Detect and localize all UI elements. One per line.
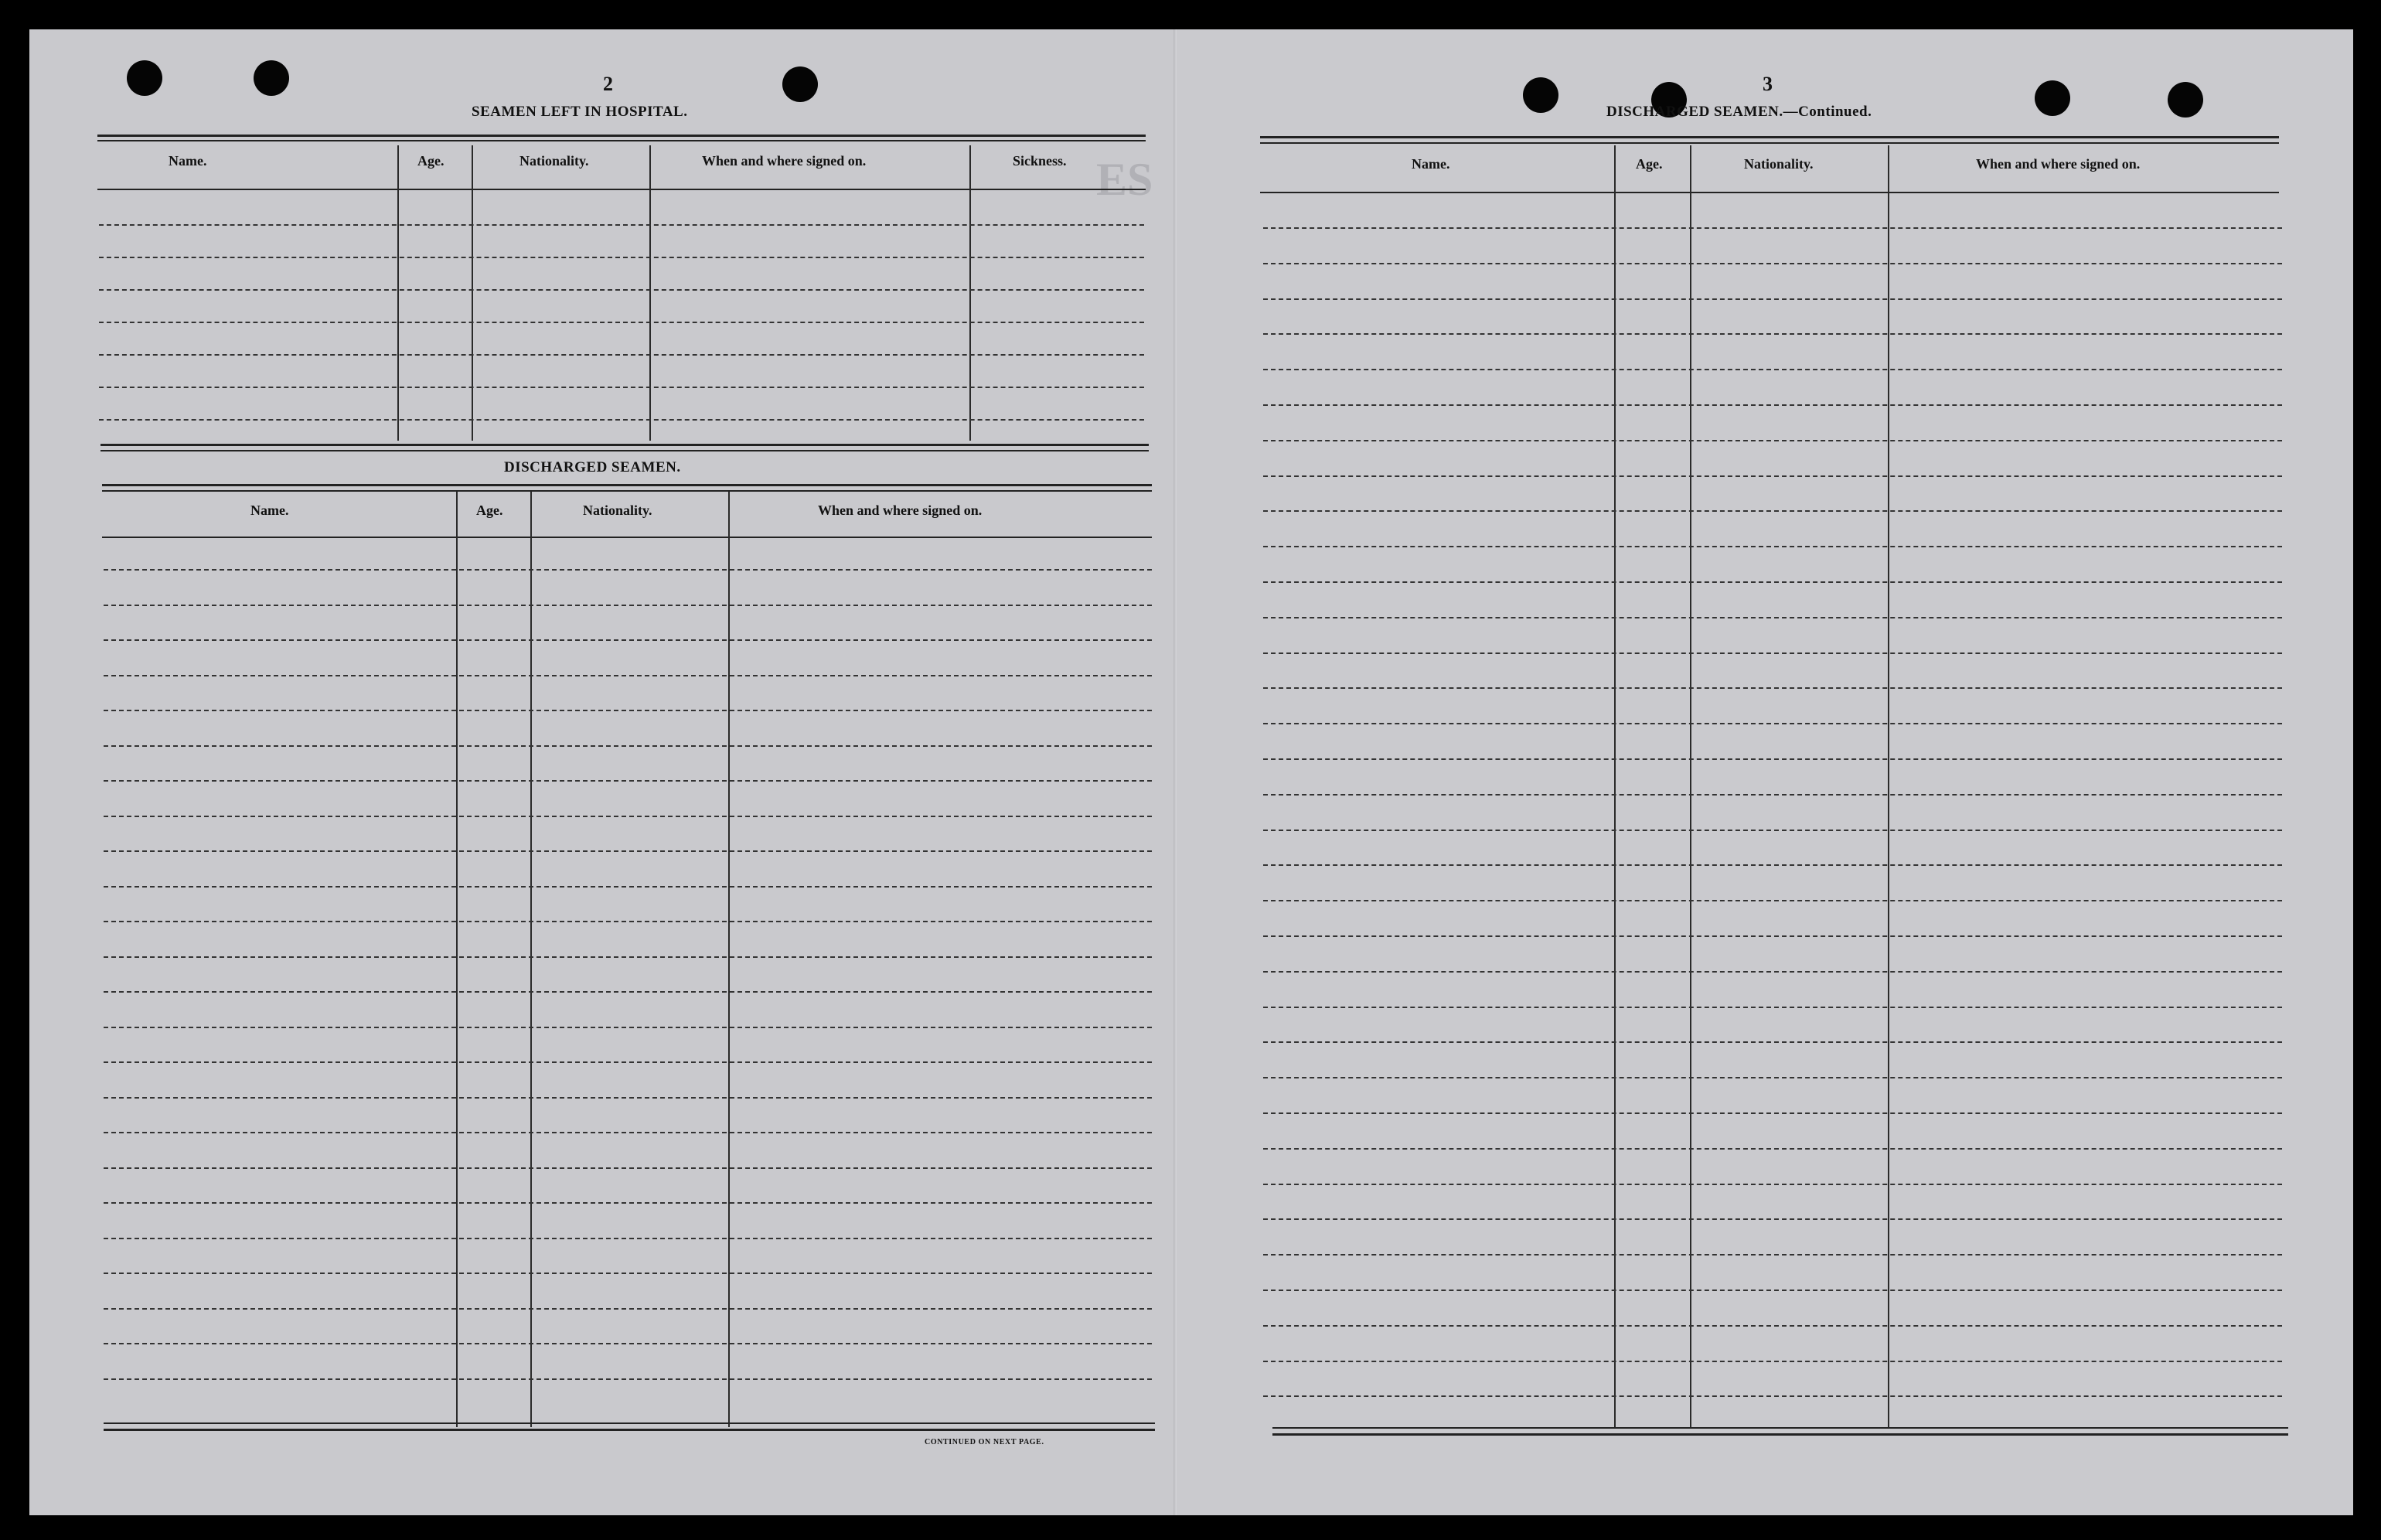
entry-line — [104, 991, 1152, 993]
entry-line — [1263, 1184, 2282, 1185]
entry-line — [104, 1273, 1152, 1274]
hospital-bottom-rule — [100, 444, 1149, 446]
hospital-entry-line — [99, 224, 1144, 226]
discharged-col-divider — [530, 492, 532, 1427]
hospital-col-sickness: Sickness. — [1013, 153, 1067, 169]
entry-line — [104, 780, 1152, 782]
entry-line — [1263, 1077, 2282, 1078]
hospital-col-name: Name. — [169, 153, 207, 169]
hospital-entry-line — [99, 289, 1144, 291]
entry-line — [1263, 830, 2282, 831]
hospital-col-divider — [649, 145, 651, 441]
entry-line — [1263, 510, 2282, 512]
entry-line — [1263, 227, 2282, 229]
entry-line — [104, 1343, 1152, 1344]
entry-line — [1263, 333, 2282, 335]
entry-line — [1263, 1254, 2282, 1256]
entry-line — [1263, 1325, 2282, 1327]
continued-col-age: Age. — [1636, 156, 1663, 172]
continued-top-rule-2 — [1260, 142, 2279, 144]
right-page — [1177, 29, 2353, 1515]
entry-line — [1263, 1041, 2282, 1043]
left-page — [29, 29, 1177, 1515]
discharged-col-name: Name. — [250, 503, 289, 518]
hospital-col-divider — [397, 145, 399, 441]
entry-line — [104, 1202, 1152, 1204]
entry-line — [104, 1238, 1152, 1239]
entry-line — [104, 745, 1152, 747]
hospital-col-nationality: Nationality. — [519, 153, 589, 169]
continued-bottom-rule — [1272, 1427, 2288, 1429]
entry-line — [104, 816, 1152, 817]
entry-line — [104, 605, 1152, 606]
entry-line — [1263, 1007, 2282, 1008]
continued-col-divider — [1690, 145, 1691, 1429]
discharged-col-nationality: Nationality. — [583, 503, 652, 518]
entry-line — [1263, 723, 2282, 724]
entry-line — [104, 675, 1152, 676]
entry-line — [1263, 687, 2282, 689]
hospital-entry-line — [99, 387, 1144, 388]
hospital-bottom-rule-2 — [100, 450, 1149, 451]
punch-hole — [2168, 82, 2203, 118]
entry-line — [104, 886, 1152, 888]
entry-line — [1263, 617, 2282, 618]
entry-line — [1263, 263, 2282, 264]
entry-line — [1263, 652, 2282, 654]
entry-line — [1263, 1112, 2282, 1114]
hospital-col-divider — [472, 145, 473, 441]
hospital-entry-line — [99, 354, 1144, 356]
hospital-entry-line — [99, 322, 1144, 323]
punch-hole — [782, 66, 818, 102]
hospital-top-rule-2 — [97, 140, 1146, 141]
entry-line — [104, 1308, 1152, 1310]
entry-line — [104, 1061, 1152, 1063]
entry-line — [1263, 864, 2282, 866]
entry-line — [104, 1097, 1152, 1099]
discharged-col-signed-on: When and where signed on. — [818, 503, 983, 518]
hospital-col-divider — [969, 145, 971, 441]
discharged-top-rule — [102, 484, 1152, 486]
entry-line — [104, 1167, 1152, 1169]
continued-col-signed-on: When and where signed on. — [1976, 156, 2141, 172]
continued-bottom-rule-2 — [1272, 1433, 2288, 1436]
hospital-entry-line — [99, 257, 1144, 258]
discharged-col-divider — [728, 492, 730, 1427]
entry-line — [1263, 1290, 2282, 1291]
continued-footer: CONTINUED ON NEXT PAGE. — [925, 1438, 1044, 1446]
entry-line — [1263, 1361, 2282, 1362]
page-number: 2 — [603, 73, 613, 95]
continued-col-divider — [1888, 145, 1889, 1429]
hospital-col-signed-on: When and where signed on. — [702, 153, 867, 169]
page-number: 3 — [1763, 73, 1773, 95]
entry-line — [104, 1132, 1152, 1133]
continued-col-divider — [1614, 145, 1616, 1429]
entry-line — [104, 1378, 1152, 1380]
entry-line — [1263, 1218, 2282, 1220]
punch-hole — [2035, 80, 2070, 116]
continued-col-nationality: Nationality. — [1744, 156, 1814, 172]
entry-line — [1263, 440, 2282, 441]
continued-col-name: Name. — [1412, 156, 1450, 172]
discharged-bottom-rule — [104, 1422, 1155, 1424]
entry-line — [1263, 758, 2282, 760]
entry-line — [1263, 581, 2282, 583]
entry-line — [104, 921, 1152, 922]
entry-line — [1263, 900, 2282, 901]
entry-line — [1263, 546, 2282, 547]
hospital-entry-line — [99, 419, 1144, 421]
hospital-header-rule — [97, 189, 1146, 190]
entry-line — [1263, 1148, 2282, 1150]
entry-line — [104, 569, 1152, 571]
continued-top-rule — [1260, 136, 2279, 138]
entry-line — [104, 850, 1152, 852]
continued-header-rule — [1260, 192, 2279, 193]
entry-line — [104, 639, 1152, 641]
entry-line — [1263, 298, 2282, 300]
entry-line — [1263, 1395, 2282, 1397]
discharged-bottom-rule-2 — [104, 1429, 1155, 1431]
hospital-section-title: SEAMEN LEFT IN HOSPITAL. — [472, 104, 688, 120]
hospital-top-rule — [97, 135, 1146, 137]
discharged-continued-title: DISCHARGED SEAMEN.—Continued. — [1606, 104, 1872, 120]
discharged-col-age: Age. — [476, 503, 503, 518]
hospital-col-age: Age. — [417, 153, 445, 169]
punch-hole — [254, 60, 289, 96]
entry-line — [1263, 404, 2282, 406]
discharged-header-rule — [102, 537, 1152, 538]
entry-line — [1263, 475, 2282, 477]
entry-line — [104, 1027, 1152, 1028]
entry-line — [104, 956, 1152, 958]
entry-line — [1263, 971, 2282, 973]
discharged-section-title: DISCHARGED SEAMEN. — [504, 459, 681, 475]
bleed-through-text: ES — [1096, 154, 1153, 205]
entry-line — [1263, 369, 2282, 370]
discharged-col-divider — [456, 492, 458, 1427]
entry-line — [104, 710, 1152, 711]
entry-line — [1263, 935, 2282, 937]
punch-hole — [1523, 77, 1558, 113]
discharged-top-rule-2 — [102, 490, 1152, 492]
entry-line — [1263, 794, 2282, 796]
punch-hole — [127, 60, 162, 96]
